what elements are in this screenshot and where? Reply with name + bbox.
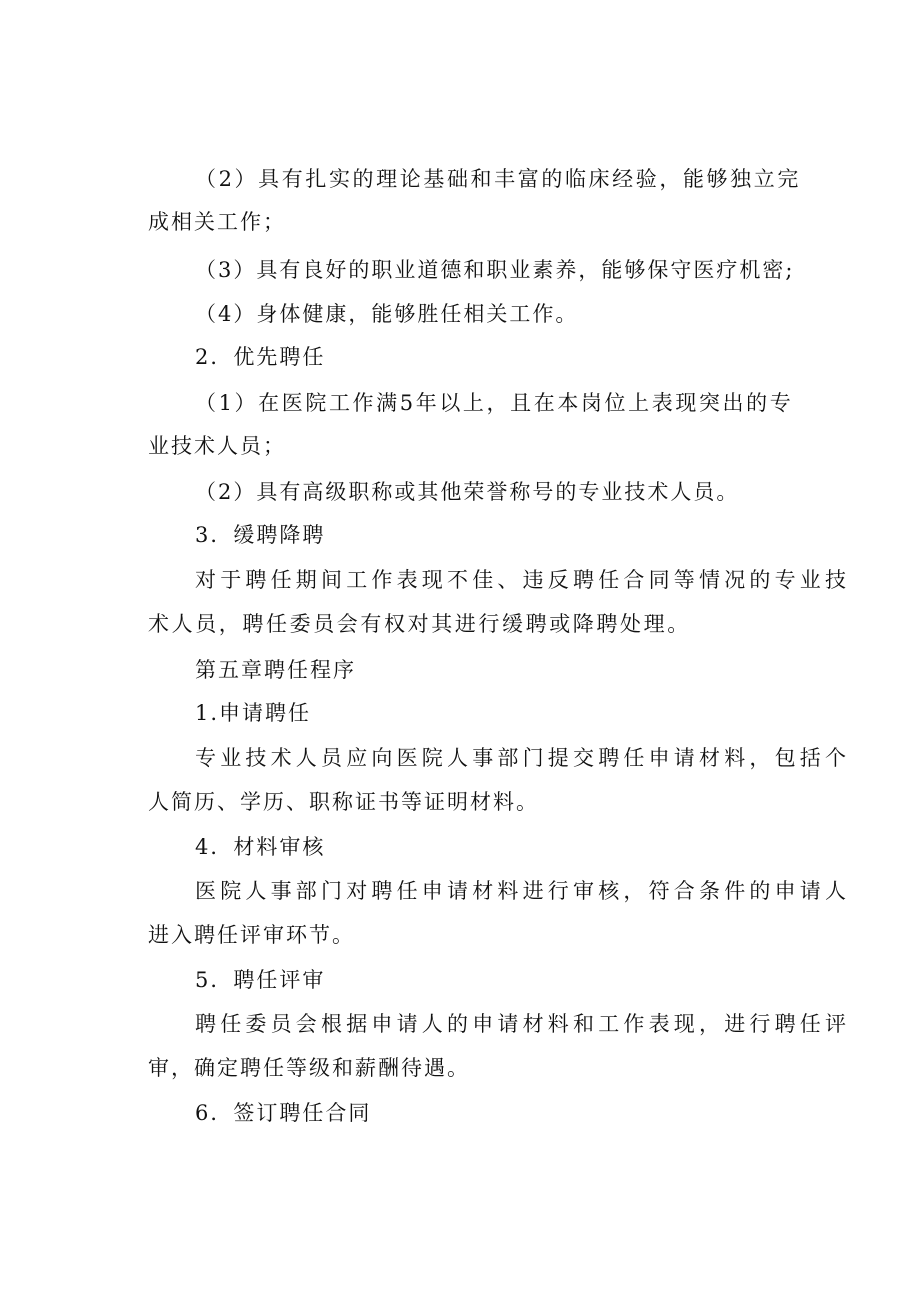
requirement-2-line-1: （2）具有扎实的理论基础和丰富的临床经验，能够独立完	[195, 167, 801, 191]
review-paragraph-line-2: 进入聘任评审环节。	[148, 923, 355, 947]
step-heading-apply: 1.申请聘任	[195, 701, 312, 725]
evaluation-paragraph-line-1: 聘任委员会根据申请人的申请材料和工作表现，进行聘任评	[195, 1012, 851, 1036]
priority-1-line-1: （1）在医院工作满5年以上，且在本岗位上表现突出的专	[195, 391, 794, 415]
step-heading-contract: 6．签订聘任合同	[195, 1101, 372, 1125]
requirement-3: （3）具有良好的职业道德和职业素养，能够保守医疗机密;	[195, 258, 795, 282]
section-heading-priority: 2．优先聘任	[195, 345, 326, 369]
deferral-paragraph-line-1: 对于聘任期间工作表现不佳、违反聘任合同等情况的专业技	[195, 568, 851, 592]
apply-paragraph-line-1: 专业技术人员应向医院人事部门提交聘任申请材料，包括个	[195, 746, 851, 770]
step-heading-review: 4．材料审核	[195, 835, 326, 859]
review-paragraph-line-1: 医院人事部门对聘任申请材料进行审核，符合条件的申请人	[195, 879, 851, 903]
section-heading-deferral: 3．缓聘降聘	[195, 523, 326, 547]
priority-1-line-2: 业技术人员；	[148, 434, 286, 458]
requirement-4: （4）身体健康，能够胜任相关工作。	[195, 302, 579, 326]
chapter-title: 第五章聘任程序	[195, 658, 356, 682]
priority-2: （2）具有高级职称或其他荣誉称号的专业技术人员。	[195, 480, 740, 504]
requirement-2-line-2: 成相关工作；	[148, 210, 286, 234]
evaluation-paragraph-line-2: 审，确定聘任等级和薪酬待遇。	[148, 1056, 470, 1080]
apply-paragraph-line-2: 人简历、学历、职称证书等证明材料。	[148, 790, 539, 814]
deferral-paragraph-line-2: 术人员，聘任委员会有权对其进行缓聘或降聘处理。	[148, 612, 691, 636]
step-heading-evaluation: 5．聘任评审	[195, 968, 326, 992]
